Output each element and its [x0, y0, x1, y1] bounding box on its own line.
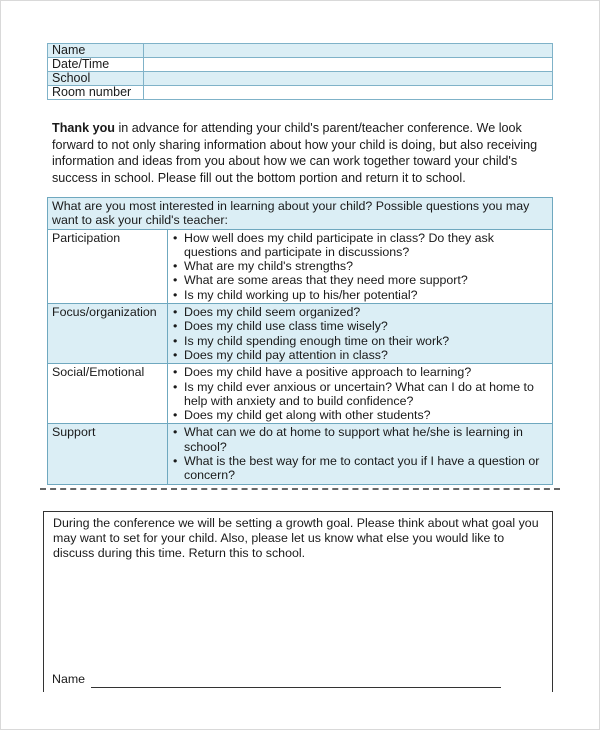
intro-paragraph [52, 120, 548, 186]
category-row-focus [48, 304, 553, 364]
question-list-cell [168, 304, 553, 364]
questions-table [47, 197, 553, 485]
category-row-support [48, 424, 553, 484]
question-item: • What can we do at home to support what he/she is learning in school? [172, 425, 548, 454]
question-item: • How well does my child participate in class? Do they ask questions and participate in discussions? [172, 231, 548, 260]
question-list [172, 231, 548, 302]
category-row-participation [48, 229, 553, 303]
info-row-name [48, 44, 553, 58]
question-item: • Does my child seem organized? [172, 305, 548, 319]
category-label: Participation [48, 229, 168, 303]
question-item: • Does my child get along with other students? [172, 408, 548, 422]
info-table [47, 43, 553, 100]
question-item: • Does my child have a positive approach to learning? [172, 365, 548, 379]
question-list-cell [168, 424, 553, 484]
category-label: Social/Emotional [48, 364, 168, 424]
question-item: • What is the best way for me to contact you if I have a question or concern? [172, 454, 548, 483]
info-row-datetime [48, 58, 553, 72]
question-list-cell [168, 364, 553, 424]
question-item: • Is my child spending enough time on their work? [172, 334, 548, 348]
category-row-social [48, 364, 553, 424]
school-field[interactable] [144, 72, 553, 86]
question-item: • What are some areas that they need more support? [172, 273, 548, 287]
question-item: • Does my child use class time wisely? [172, 319, 548, 333]
questions-header: What are you most interested in learning about your child? Possible questions you may want to ask your child's teacher: [48, 198, 553, 230]
question-item: • Does my child pay attention in class? [172, 348, 548, 362]
return-instructions: During the conference we will be setting a growth goal. Please think about what goal you may want to set for your child. Also, please let us know what else you would like to discuss during this time. Return this to school. [53, 516, 539, 560]
question-list [172, 305, 548, 362]
question-item: • Is my child ever anxious or uncertain? What can I do at home to help with anxiety and to build confidence? [172, 380, 548, 409]
name-label: Name [52, 672, 86, 686]
questions-header-row [48, 198, 553, 230]
intro-text: in advance for attending your child's parent/teacher conference. We look forward to not only sharing information about how your child is doing, but also receiving information and ideas from you about how we can work together toward your child's success in school. Please fill out the bottom portion and return it to school. [52, 121, 538, 185]
info-label: Date/Time [48, 58, 144, 72]
info-label: Name [48, 44, 144, 58]
question-list [172, 365, 548, 422]
name-field[interactable] [144, 44, 553, 58]
info-label: Room number [48, 86, 144, 100]
room-number-field[interactable] [144, 86, 553, 100]
question-item: • What are my child's strengths? [172, 259, 548, 273]
info-label: School [48, 72, 144, 86]
intro-bold: Thank you [52, 121, 115, 135]
question-list-cell [168, 229, 553, 303]
info-row-school [48, 72, 553, 86]
return-section [43, 511, 553, 692]
name-signature-line[interactable] [91, 687, 501, 688]
cut-line-divider [40, 488, 560, 490]
question-item: • Is my child working up to his/her potential? [172, 288, 548, 302]
category-label: Focus/organization [48, 304, 168, 364]
question-list [172, 425, 548, 482]
datetime-field[interactable] [144, 58, 553, 72]
info-row-room [48, 86, 553, 100]
category-label: Support [48, 424, 168, 484]
